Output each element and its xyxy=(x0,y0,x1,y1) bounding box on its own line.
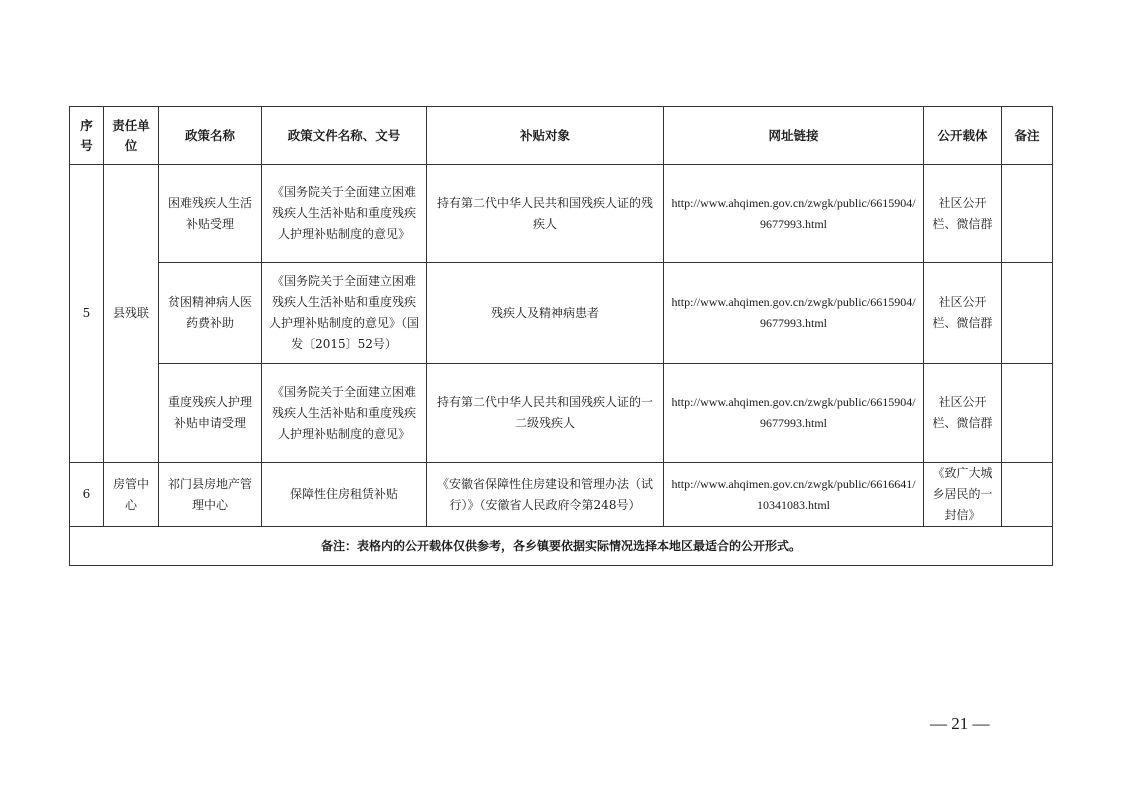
row-number: 5 xyxy=(70,165,104,463)
header-carrier: 公开载体 xyxy=(924,107,1002,165)
policy-name: 困难残疾人生活补贴受理 xyxy=(159,165,262,263)
responsible-unit: 房管中心 xyxy=(104,463,159,527)
policy-name: 贫困精神病人医药费补助 xyxy=(159,263,262,364)
remark-cell xyxy=(1002,364,1053,463)
policy-document: 《国务院关于全面建立困难残疾人生活补贴和重度残疾人护理补贴制度的意见》（国发〔2015〕52号） xyxy=(262,263,427,364)
policy-document: 保障性住房租赁补贴 xyxy=(262,463,427,527)
table-row xyxy=(70,263,1053,364)
header-doc: 政策文件名称、文号 xyxy=(262,107,427,165)
row-number: 6 xyxy=(70,463,104,527)
page-number: — 21 — xyxy=(930,714,990,733)
policy-name: 重度残疾人护理补贴申请受理 xyxy=(159,364,262,463)
remark-cell xyxy=(1002,263,1053,364)
header-policy: 政策名称 xyxy=(159,107,262,165)
policy-document: 《国务院关于全面建立困难残疾人生活补贴和重度残疾人护理补贴制度的意见》 xyxy=(262,165,427,263)
table-note-row xyxy=(70,527,1053,566)
url-link[interactable]: http://www.ahqimen.gov.cn/zwgk/public/6616641/10341083.html xyxy=(664,463,924,527)
table-note: 备注：表格内的公开载体仅供参考，各乡镇要依据实际情况选择本地区最适合的公开形式。 xyxy=(70,527,1053,566)
url-link[interactable]: http://www.ahqimen.gov.cn/zwgk/public/6615904/9677993.html xyxy=(664,165,924,263)
disclosure-carrier: 《致广大城乡居民的一封信》 xyxy=(924,463,1002,527)
policy-table xyxy=(69,106,1053,566)
header-url: 网址链接 xyxy=(664,107,924,165)
disclosure-carrier: 社区公开栏、微信群 xyxy=(924,364,1002,463)
subsidy-target: 残疾人及精神病患者 xyxy=(427,263,664,364)
policy-document: 《国务院关于全面建立困难残疾人生活补贴和重度残疾人护理补贴制度的意见》 xyxy=(262,364,427,463)
disclosure-carrier: 社区公开栏、微信群 xyxy=(924,263,1002,364)
url-link[interactable]: http://www.ahqimen.gov.cn/zwgk/public/6615904/9677993.html xyxy=(664,364,924,463)
subsidy-target: 《安徽省保障性住房建设和管理办法（试行）》（安徽省人民政府令第248号） xyxy=(427,463,664,527)
remark-cell xyxy=(1002,165,1053,263)
header-remark: 备注 xyxy=(1002,107,1053,165)
header-no: 序号 xyxy=(70,107,104,165)
responsible-unit: 县残联 xyxy=(104,165,159,463)
table-row xyxy=(70,463,1053,527)
table-row xyxy=(70,364,1053,463)
policy-name: 祁门县房地产管理中心 xyxy=(159,463,262,527)
table-row xyxy=(70,165,1053,263)
table-header-row xyxy=(70,107,1053,165)
header-unit: 责任单位 xyxy=(104,107,159,165)
header-target: 补贴对象 xyxy=(427,107,664,165)
remark-cell xyxy=(1002,463,1053,527)
subsidy-target: 持有第二代中华人民共和国残疾人证的残疾人 xyxy=(427,165,664,263)
disclosure-carrier: 社区公开栏、微信群 xyxy=(924,165,1002,263)
subsidy-target: 持有第二代中华人民共和国残疾人证的一二级残疾人 xyxy=(427,364,664,463)
url-link[interactable]: http://www.ahqimen.gov.cn/zwgk/public/6615904/9677993.html xyxy=(664,263,924,364)
